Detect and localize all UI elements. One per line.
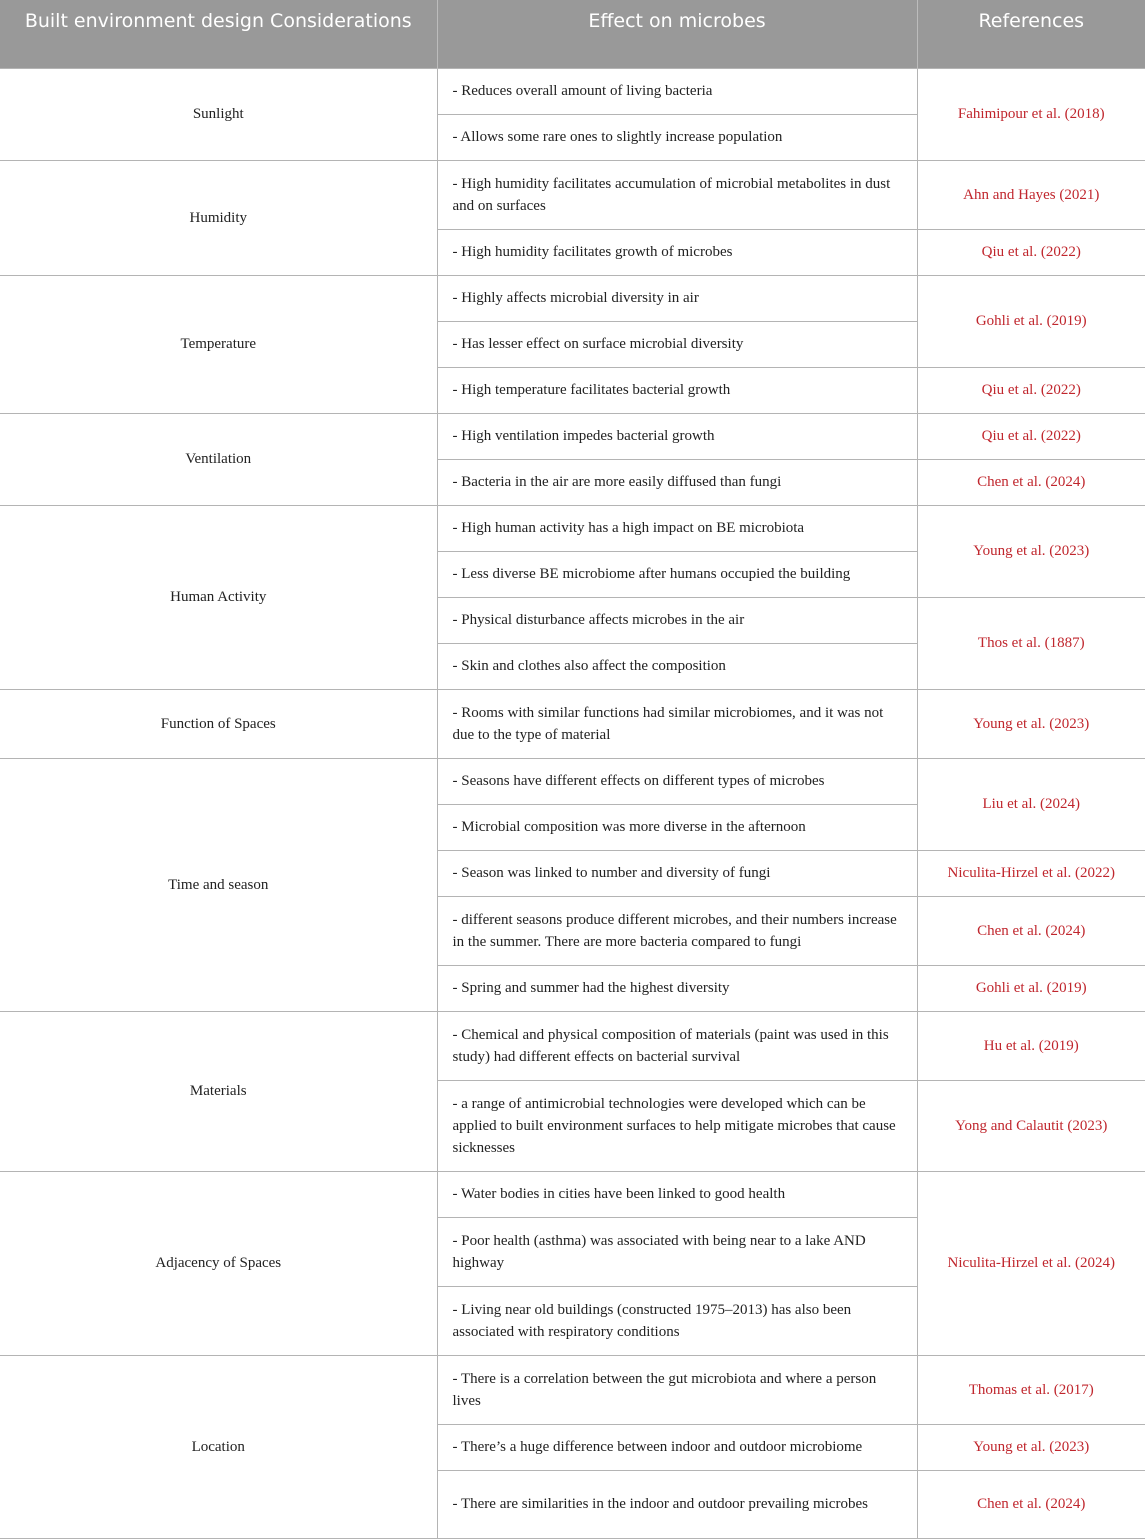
table-row	[0, 505, 1145, 551]
reference-link[interactable]: Young et al. (2023)	[917, 689, 1145, 758]
effect-cell: - High humidity facilitates accumulation of microbial metabolites in dust and on surfaces	[437, 160, 917, 229]
reference-link[interactable]: Gohli et al. (2019)	[917, 275, 1145, 367]
effect-cell: - Reduces overall amount of living bacteria	[437, 68, 917, 114]
table-row	[0, 758, 1145, 804]
reference-link[interactable]: Fahimipour et al. (2018)	[917, 68, 1145, 160]
reference-link[interactable]: Chen et al. (2024)	[917, 1470, 1145, 1538]
reference-link[interactable]: Niculita-Hirzel et al. (2022)	[917, 850, 1145, 896]
effect-cell: - There are similarities in the indoor and outdoor prevailing microbes	[437, 1470, 917, 1538]
effect-cell: - Rooms with similar functions had similar microbiomes, and it was not due to the type of material	[437, 689, 917, 758]
effect-cell: - Less diverse BE microbiome after humans occupied the building	[437, 551, 917, 597]
effect-cell: - High humidity facilitates growth of microbes	[437, 229, 917, 275]
reference-link[interactable]: Qiu et al. (2022)	[917, 367, 1145, 413]
table-row	[0, 160, 1145, 229]
consideration-cell: Location	[0, 1355, 437, 1538]
consideration-cell: Time and season	[0, 758, 437, 1011]
effect-cell: - Water bodies in cities have been linked to good health	[437, 1171, 917, 1217]
consideration-cell: Sunlight	[0, 68, 437, 160]
reference-link[interactable]: Chen et al. (2024)	[917, 459, 1145, 505]
consideration-cell: Temperature	[0, 275, 437, 413]
consideration-cell: Humidity	[0, 160, 437, 275]
table-row	[0, 1011, 1145, 1080]
reference-link[interactable]: Chen et al. (2024)	[917, 896, 1145, 965]
effect-cell: - High ventilation impedes bacterial growth	[437, 413, 917, 459]
consideration-cell: Human Activity	[0, 505, 437, 689]
effect-cell: - Poor health (asthma) was associated with being near to a lake AND highway	[437, 1217, 917, 1286]
table-row	[0, 275, 1145, 321]
reference-link[interactable]: Thomas et al. (2017)	[917, 1355, 1145, 1424]
reference-link[interactable]: Thos et al. (1887)	[917, 597, 1145, 689]
reference-link[interactable]: Liu et al. (2024)	[917, 758, 1145, 850]
consideration-cell: Materials	[0, 1011, 437, 1171]
effect-cell: - Season was linked to number and diversity of fungi	[437, 850, 917, 896]
reference-link[interactable]: Qiu et al. (2022)	[917, 229, 1145, 275]
header-row	[0, 0, 1145, 68]
effect-cell: - High temperature facilitates bacterial growth	[437, 367, 917, 413]
effect-cell: - Physical disturbance affects microbes in the air	[437, 597, 917, 643]
reference-link[interactable]: Niculita-Hirzel et al. (2024)	[917, 1171, 1145, 1355]
effect-cell: - Highly affects microbial diversity in air	[437, 275, 917, 321]
effect-cell: - Chemical and physical composition of materials (paint was used in this study) had different effects on bacterial survival	[437, 1011, 917, 1080]
effect-cell: - Has lesser effect on surface microbial diversity	[437, 321, 917, 367]
reference-link[interactable]: Young et al. (2023)	[917, 505, 1145, 597]
consideration-cell: Function of Spaces	[0, 689, 437, 758]
header-references: References	[917, 0, 1145, 68]
header-consideration: Built environment design Considerations	[0, 0, 437, 68]
table-row	[0, 689, 1145, 758]
table-row	[0, 1171, 1145, 1217]
reference-link[interactable]: Qiu et al. (2022)	[917, 413, 1145, 459]
effect-cell: - High human activity has a high impact on BE microbiota	[437, 505, 917, 551]
reference-link[interactable]: Yong and Calautit (2023)	[917, 1080, 1145, 1171]
effect-cell: - There’s a huge difference between indoor and outdoor microbiome	[437, 1424, 917, 1470]
effect-cell: - Skin and clothes also affect the composition	[437, 643, 917, 689]
consideration-cell: Ventilation	[0, 413, 437, 505]
effect-cell: - a range of antimicrobial technologies were developed which can be applied to built environment surfaces to help mitigate microbes that cause sicknesses	[437, 1080, 917, 1171]
header-effect: Effect on microbes	[437, 0, 917, 68]
reference-link[interactable]: Ahn and Hayes (2021)	[917, 160, 1145, 229]
effect-cell: - Bacteria in the air are more easily diffused than fungi	[437, 459, 917, 505]
effect-cell: - Seasons have different effects on different types of microbes	[437, 758, 917, 804]
table-row	[0, 68, 1145, 114]
effect-cell: - There is a correlation between the gut microbiota and where a person lives	[437, 1355, 917, 1424]
effect-cell: - Allows some rare ones to slightly increase population	[437, 114, 917, 160]
reference-link[interactable]: Gohli et al. (2019)	[917, 965, 1145, 1011]
effect-cell: - Microbial composition was more diverse in the afternoon	[437, 804, 917, 850]
effect-cell: - different seasons produce different microbes, and their numbers increase in the summer. There are more bacteria compared to fungi	[437, 896, 917, 965]
table-row	[0, 1355, 1145, 1424]
reference-link[interactable]: Hu et al. (2019)	[917, 1011, 1145, 1080]
reference-link[interactable]: Young et al. (2023)	[917, 1424, 1145, 1470]
effect-cell: - Living near old buildings (constructed 1975–2013) has also been associated with respiratory conditions	[437, 1286, 917, 1355]
effect-cell: - Spring and summer had the highest diversity	[437, 965, 917, 1011]
consideration-cell: Adjacency of Spaces	[0, 1171, 437, 1355]
table-row	[0, 413, 1145, 459]
